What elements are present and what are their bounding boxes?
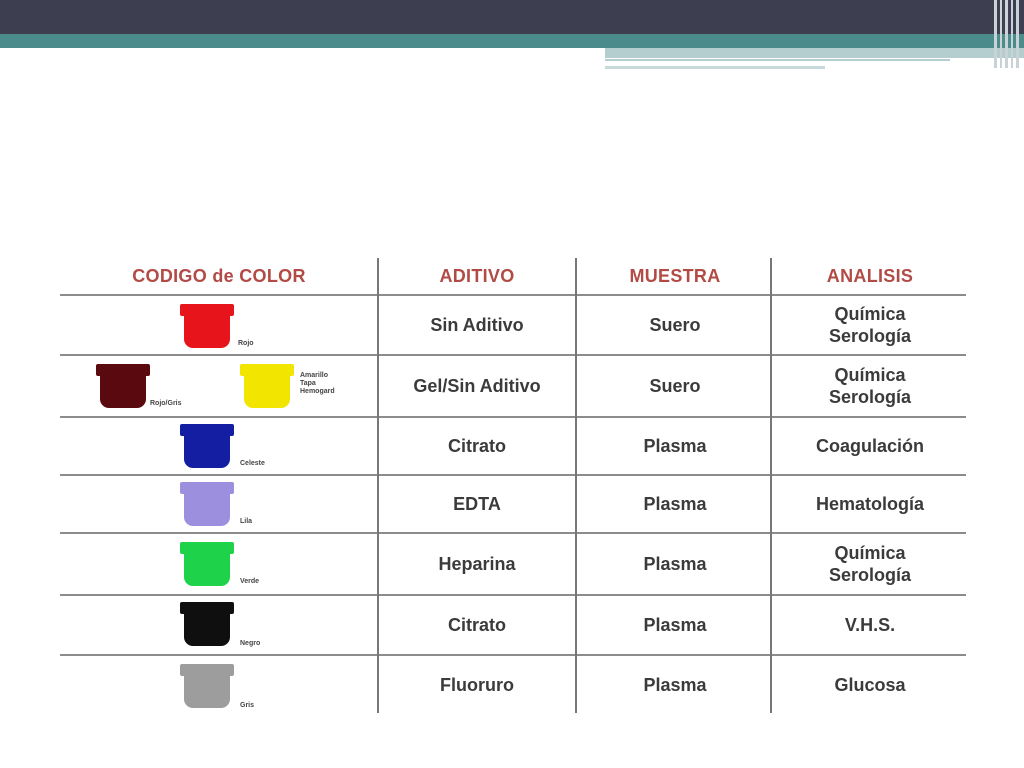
table-row — [60, 476, 966, 534]
tube-label: Gris — [240, 702, 255, 709]
aditivo-cell: Heparina — [438, 554, 516, 574]
muestra-cell: Plasma — [643, 675, 707, 695]
tube-label: Rojo/Gris — [150, 400, 182, 407]
header-aditivo: ADITIVO — [439, 266, 515, 286]
column-divider — [575, 258, 577, 713]
header-muestra: MUESTRA — [629, 266, 721, 286]
muestra-cell: Plasma — [643, 554, 707, 574]
table-row — [60, 356, 966, 418]
aditivo-cell: Gel/Sin Aditivo — [413, 376, 541, 396]
table-row — [60, 418, 966, 476]
slide-header-stripes — [992, 0, 1024, 68]
aditivo-cell: Citrato — [448, 615, 506, 635]
slide-header-line — [605, 59, 950, 61]
aditivo-cell: EDTA — [453, 494, 501, 514]
column-divider — [377, 258, 379, 713]
analisis-cell: Glucosa — [834, 675, 906, 695]
slide-header-accent — [0, 34, 1024, 48]
analisis-cell: Química Serología — [828, 304, 912, 346]
aditivo-cell: Sin Aditivo — [430, 315, 524, 335]
header-codigo: CODIGO de COLOR — [132, 266, 306, 286]
table-header-row — [60, 258, 966, 296]
analisis-cell: Química Serología — [828, 543, 912, 585]
muestra-cell: Plasma — [643, 615, 707, 635]
tube-label: Verde — [240, 578, 260, 585]
analisis-cell: Hematología — [815, 494, 925, 514]
table-row — [60, 596, 966, 656]
tube-label: Rojo — [238, 340, 254, 347]
muestra-cell: Plasma — [643, 494, 707, 514]
column-divider — [770, 258, 772, 713]
slide-header-line — [605, 66, 825, 69]
slide-header-bar — [0, 0, 1024, 34]
table-row — [60, 656, 966, 714]
tube-label: Celeste — [240, 460, 265, 467]
muestra-cell: Suero — [649, 315, 701, 335]
table-row — [60, 296, 966, 356]
tube-label: Negro — [240, 640, 261, 647]
muestra-cell: Suero — [649, 376, 701, 396]
aditivo-cell: Citrato — [448, 436, 506, 456]
analisis-cell: Química Serología — [828, 365, 912, 407]
aditivo-cell: Fluoruro — [440, 675, 514, 695]
tube-label: Lila — [240, 518, 253, 525]
header-analisis: ANALISIS — [826, 266, 914, 286]
analisis-cell: V.H.S. — [844, 615, 896, 635]
muestra-cell: Plasma — [643, 436, 707, 456]
analisis-cell: Coagulación — [815, 436, 924, 456]
tube-label: Amarillo Tapa Hemogard — [300, 372, 335, 395]
table-row — [60, 534, 966, 596]
slide-header-light-bar — [605, 48, 1024, 58]
